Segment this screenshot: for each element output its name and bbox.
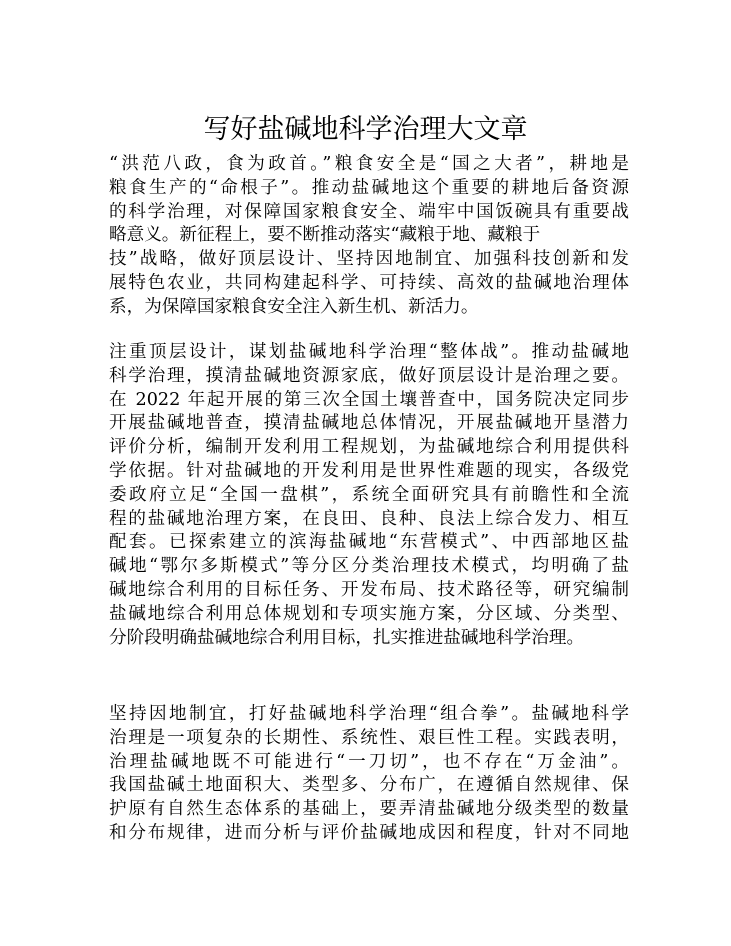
paragraph-line: 粮食生产的“命根子”。推动盐碱地这个重要的耕地后备资源 — [109, 177, 629, 198]
paragraph-line: 注重顶层设计，谋划盐碱地科学治理“整体战”。推动盐碱地 — [109, 342, 629, 362]
paragraph-line: 碱地综合利用的目标任务、开发布局、技术路径等，研究编制 — [109, 579, 629, 600]
paragraph-line: 评价分析，编制开发利用工程规划，为盐碱地综合利用提供科 — [109, 437, 629, 458]
article-title: 写好盐碱地科学治理大文章 — [203, 114, 528, 145]
paragraph-line: 在 2022 年起开展的第三次全国土壤普查中，国务院决定同步 — [109, 389, 629, 410]
paragraph-line: 科学治理，摸清盐碱地资源家底，做好顶层设计是治理之要。 — [109, 365, 629, 386]
paragraph-line: 护原有自然生态体系的基础上，要弄清盐碱地分级类型的数量 — [109, 799, 629, 820]
paragraph-line: 展特色农业，共同构建起科学、可持续、高效的盐碱地治理体 — [109, 272, 629, 293]
paragraph-line: 和分布规律，进而分析与评价盐碱地成因和程度，针对不同地 — [109, 822, 629, 843]
paragraph-line: 系，为保障国家粮食安全注入新生机、新活力。 — [109, 296, 479, 317]
paragraph-line: 治理盐碱地既不可能进行“一刀切”，也不存在“万金油”。 — [109, 751, 629, 772]
paragraph-line: 盐碱地综合利用总体规划和专项实施方案，分区域、分类型、 — [109, 603, 629, 624]
paragraph-line: 学依据。针对盐碱地的开发利用是世界性难题的现实，各级党 — [109, 460, 629, 481]
paragraph-local-conditions — [109, 703, 629, 846]
paragraph-line: 碱地“鄂尔多斯模式”等分区分类治理技术模式，均明确了盐 — [109, 556, 629, 577]
paragraph-line: 我国盐碱土地面积大、类型多、分布广，在遵循自然规律、保 — [109, 775, 629, 796]
paragraph-line: 配套。已探索建立的滨海盐碱地“东营模式”、中西部地区盐 — [109, 532, 629, 553]
paragraph-line: 治理是一项复杂的长期性、系统性、艰巨性工程。实践表明， — [109, 727, 629, 748]
paragraph-line: 技”战略，做好顶层设计、坚持因地制宜、加强科技创新和发 — [109, 249, 629, 270]
paragraph-line: “洪范八政，食为政首。”粮食安全是“国之大者”，耕地是 — [109, 154, 629, 174]
paragraph-line: 略意义。新征程上，要不断推动落实“藏粮于地、藏粮于 — [109, 225, 541, 246]
paragraph-line: 的科学治理，对保障国家粮食安全、端牢中国饭碗具有重要战 — [109, 201, 629, 222]
paragraph-top-level-design — [109, 341, 629, 650]
paragraph-line: 开展盐碱地普查，摸清盐碱地总体情况，开展盐碱地开垦潜力 — [109, 413, 629, 434]
paragraph-line: 分阶段明确盐碱地综合利用目标，扎实推进盐碱地科学治理。 — [109, 627, 585, 648]
paragraph-intro — [109, 153, 629, 320]
paragraph-line: 程的盐碱地治理方案，在良田、良种、良法上综合发力、相互 — [109, 508, 629, 529]
paragraph-line: 委政府立足“全国一盘棋”，系统全面研究具有前瞻性和全流 — [109, 484, 629, 505]
paragraph-line: 坚持因地制宜，打好盐碱地科学治理“组合拳”。盐碱地科学 — [109, 704, 629, 724]
